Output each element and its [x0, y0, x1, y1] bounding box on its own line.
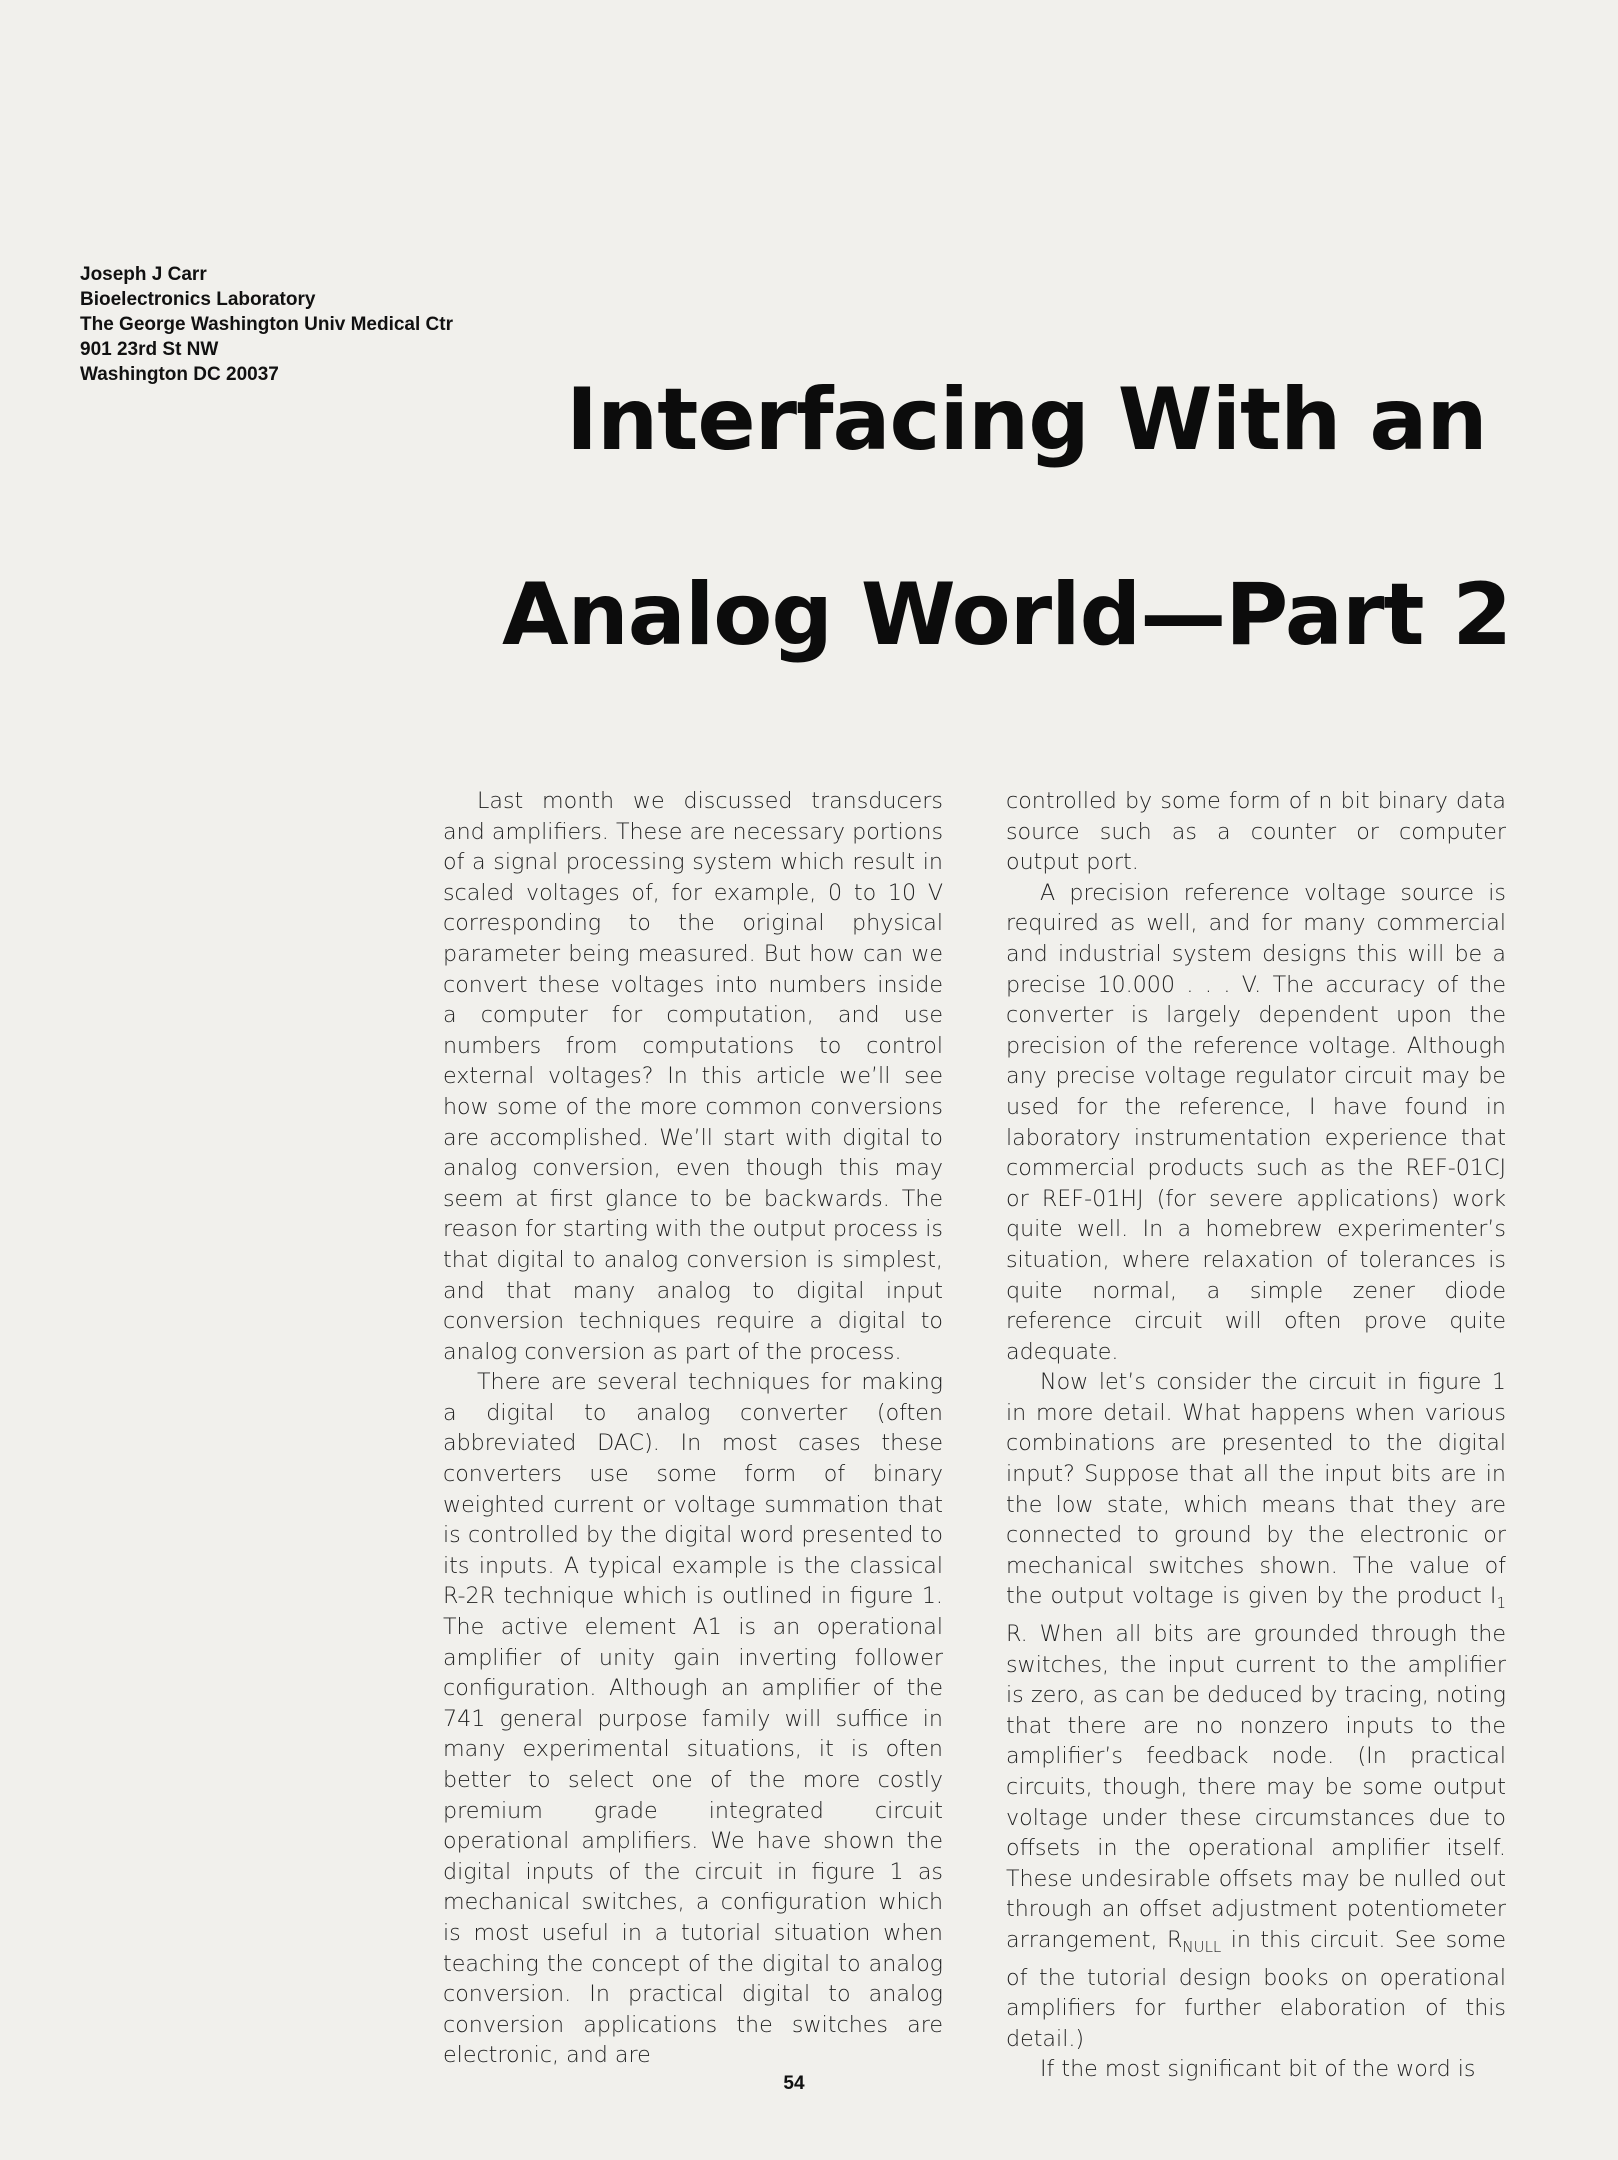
title-line-1: Interfacing With an [566, 370, 1487, 470]
paragraph: There are several techniques for making a digital to analog converter (often abbreviated DAC). In most cases these converters use some form of binary weighted current or voltage summation that is controlled by the digital word presented to its inputs. A typical example is the classical R-2R technique which is outlined in figure 1. The active element A1 is an operational amplifier of unity gain inverting follower configuration. Although an amplifier of the 741 general purpose family will suffice in many experimental situations, it is often better to select one of the more costly premium grade integrated circuit operational amplifiers. We have shown the digital inputs of the circuit in figure 1 as mechanical switches, a configuration which is most useful in a tutorial situation when teaching the concept of the digital to analog conversion. In practical digital to analog conversion applications the switches are electronic, and are [443, 1369, 943, 2069]
title-line-2: Analog World—Part 2 [502, 565, 1512, 665]
subscript: NULL [1182, 1937, 1222, 1956]
paragraph: A precision reference voltage source is required as well, and for many commercial and industrial system designs this will be a precise 10.000 . . . V. The accuracy of the converter is largely dependent upon the precision of the reference voltage. Although any precise voltage regulator circuit may be used for the reference, I have found in laboratory instrumentation experience that commercial products such as the REF-01CJ or REF-01HJ (for severe applications) work quite well. In a homebrew experimenter’s situation, where relaxation of tolerances is quite normal, a simple zener diode reference circuit will often prove quite adequate. [1006, 879, 1506, 1365]
author-city: Washington DC 20037 [80, 364, 279, 385]
paragraph: Last month we discussed transducers and amplifiers. These are necessary portions of a signal processing system which result in scaled voltages of, for example, 0 to 10 V corresponding to the original physical parameter being measured. But how can we convert these voltages into numbers inside a computer for computation, and use numbers from computations to control external voltages? In this article we’ll see how some of the more common conversions are accomplished. We’ll start with digital to analog conversion, even though this may seem at first glance to be backwards. The reason for starting with the output process is that digital to analog conversion is simplest, and that many analog to digital input conversion techniques require a digital to analog conversion as part of the process. [443, 788, 943, 1365]
paragraph [1006, 1367, 1506, 2054]
author-institution: The George Washington Univ Medical Ctr [80, 314, 453, 335]
text-run: in this circuit. See some of the tutorial design books on operational amplifiers for further elaboration of this detail.) [1006, 1926, 1507, 2052]
author-name: Joseph J Carr [80, 264, 207, 285]
author-block [80, 262, 453, 387]
text-run: R. When all bits are grounded through the switches, the input current to the amplifier is zero, as can be deduced by tracing, noting that there are no nonzero inputs to the amplifier’s feedback node. (In practical circuits, though, there may be some output voltage under these circumstances due to offsets in the operational amplifier itself. These undesirable offsets may be nulled out through an offset adjustment potentiometer arrangement, R [1006, 1621, 1506, 1953]
page-number: 54 [783, 2073, 805, 2094]
body-column-left [443, 786, 943, 2071]
author-lab: Bioelectronics Laboratory [80, 289, 316, 310]
author-street: 901 23rd St NW [80, 339, 219, 360]
subscript: 1 [1496, 1594, 1506, 1613]
paragraph: If the most significant bit of the word is [1040, 2056, 1476, 2083]
paragraph: controlled by some form of n bit binary data source such as a counter or computer output port. [1006, 788, 1506, 876]
text-run: Now let’s consider the circuit in figure 1 in more detail. What happens when various combinations are presented to the digital input? Suppose that all the input bits are in the low state, which means that they are connected to ground by the electronic or mechanical switches shown. The value of the output voltage is given by the product I [1006, 1369, 1506, 1610]
body-column-right [1006, 786, 1506, 2085]
